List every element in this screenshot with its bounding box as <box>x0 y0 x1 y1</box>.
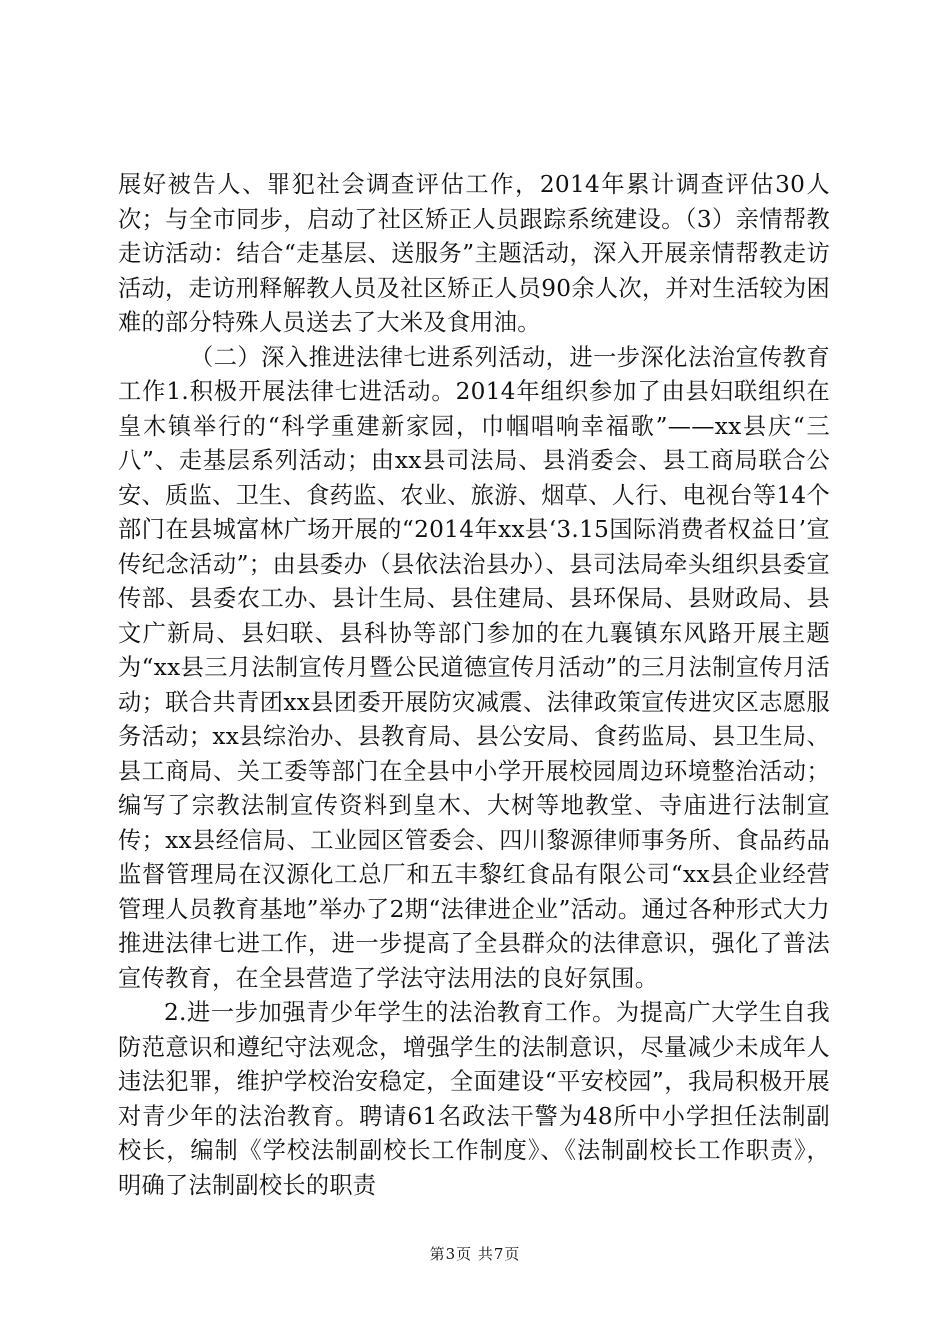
paragraph-1: 展好被告人、罪犯社会调查评估工作，2014年累计调查评估30人次；与全市同步，启动了社区矫正人员跟踪系统建设。（3）亲情帮教走访活动：结合“走基层、送服务”主题活动，深入开展亲情帮教走访活动，走访刑释解教人员及社区矫正人员90余人次，并对生活较为困难的部分特殊人员送去了大米及食用油。 <box>118 171 830 336</box>
paragraph-2: （二）深入推进法律七进系列活动，进一步深化法治宣传教育工作1.积极开展法律七进活动。2014年组织参加了由县妇联组织在皇木镇举行的“科学重建新家园，巾帼唱响幸福歌”——xx县庆“三八”、走基层系列活动；由xx县司法局、县消委会、县工商局联合公安、质监、卫生、食药监、农业、旅游、烟草、人行、电视台等14个部门在县城富林广场开展的“2014年xx县‘3.15国际消费者权益日’宣传纪念活动”；由县委办（县依法治县办）、县司法局牵头组织县委宣传部、县委农工办、县计生局、县住建局、县环保局、县财政局、县文广新局、县妇联、县科协等部门参加的在九襄镇东风路开展主题为“xx县三月法制宣传月暨公民道德宣传月活动”的三月法制宣传月活动；联合共青团xx县团委开展防灾减震、法律政策宣传进灾区志愿服务活动；xx县综治办、县教育局、县公安局、食药监局、县卫生局、县工商局、关工委等部门在全县中小学开展校园周边环境整治活动；编写了宗教法制宣传资料到皇木、大树等地教堂、寺庙进行法制宣传；xx县经信局、工业园区管委会、四川黎源律师事务所、食品药品监督管理局在汉源化工总厂和五丰黎红食品有限公司“xx县企业经营管理人员教育基地”举办了2期“法律进企业”活动。通过各种形式大力推进法律七进工作，进一步提高了全县群众的法律意识，强化了普法宣传教育，在全县营造了学法守法用法的良好氛围。 <box>118 343 830 992</box>
page-footer: 第3页 共7页 <box>429 1245 521 1263</box>
body-text <box>118 168 830 1203</box>
paragraph-3: 2.进一步加强青少年学生的法治教育工作。为提高广大学生自我防范意识和遵纪守法观念，增强学生的法制意识，尽量减少未成年人违法犯罪，维护学校治安稳定，全面建设“平安校园”，我局积极开展对青少年的法治教育。聘请61名政法干警为48所中小学担任法制副校长，编制《学校法制副校长工作制度》、《法制副校长工作职责》，明确了法制副校长的职责 <box>118 999 830 1199</box>
